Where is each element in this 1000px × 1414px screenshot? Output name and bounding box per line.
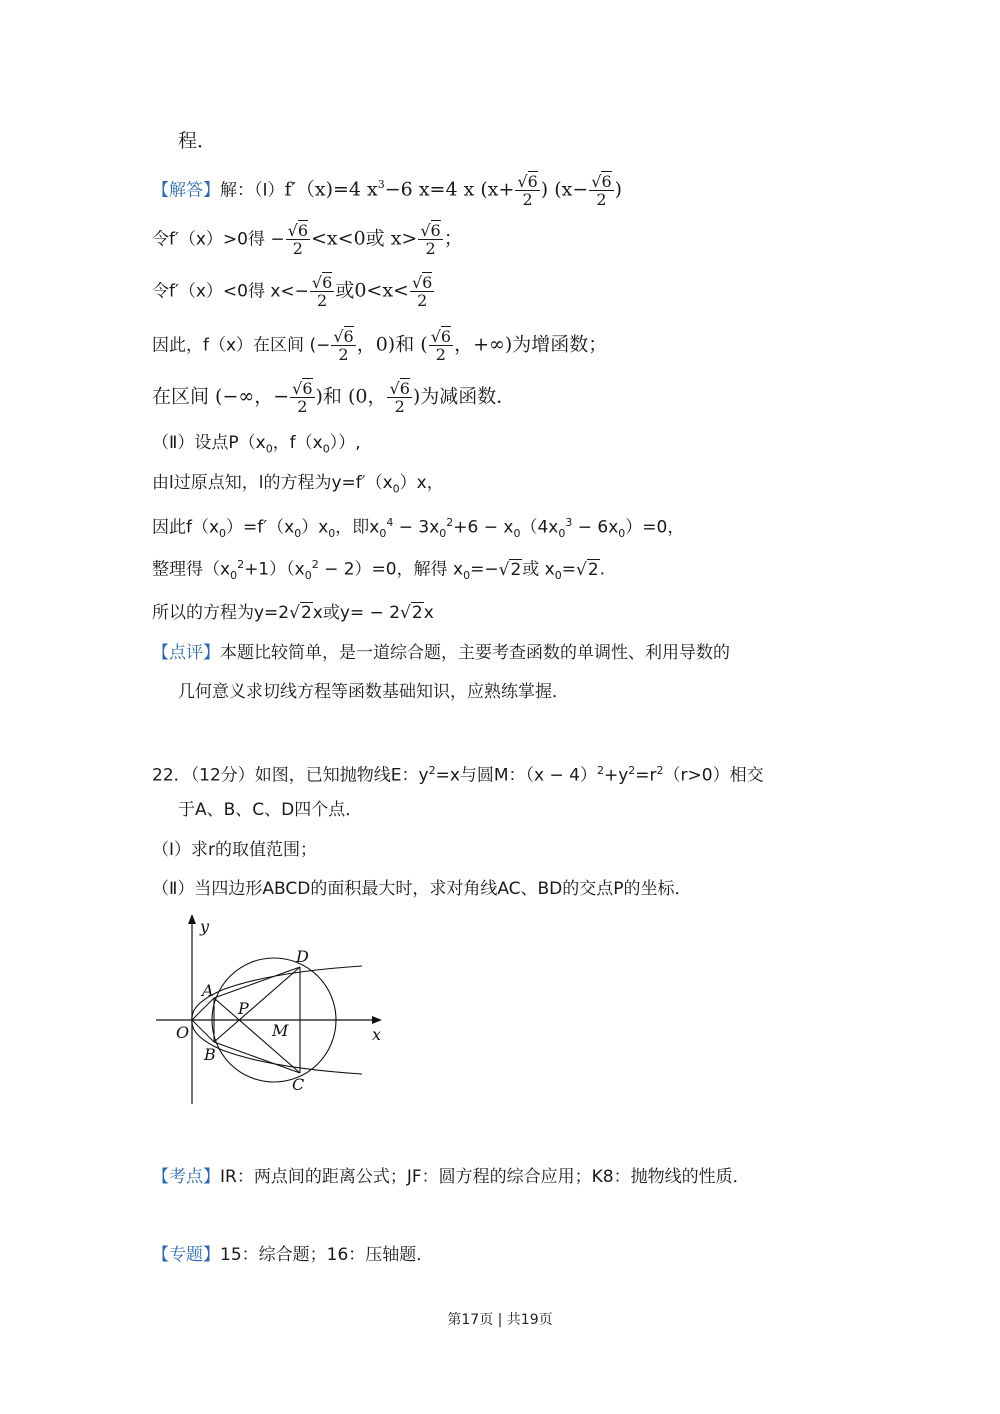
q22-text: +y — [603, 765, 629, 786]
inc-interval-c: ，+∞)为增函数； — [454, 333, 608, 356]
eq-text: ，即x — [335, 517, 380, 538]
fprime-expr: f′（x)=4 x — [284, 178, 378, 201]
subscript: 0 — [463, 569, 471, 583]
part2-point — [152, 430, 361, 462]
subscript: 0 — [328, 527, 336, 541]
eq-text: ）=f′（x — [226, 517, 295, 538]
fprime-expr: ) — [614, 178, 623, 201]
label-o: O — [176, 1023, 190, 1042]
kaodian-line — [152, 1164, 750, 1190]
exponent: 4 — [386, 516, 394, 529]
sol-text: =− — [470, 559, 499, 580]
inc-cond-text: 令f′（x）>0得 − — [152, 229, 285, 250]
subscript: 0 — [219, 527, 227, 541]
label-x: x — [372, 1025, 382, 1044]
eq-text: +6 − x — [453, 517, 514, 538]
label-m: M — [272, 1021, 289, 1040]
fraction: $\frac{√6}{2}$ — [420, 221, 441, 258]
q22-part2: （Ⅱ）当四边形ABCD的面积最大时，求对角线AC、BD的交点P的坐标． — [152, 879, 692, 899]
x-axis-arrow — [372, 1016, 382, 1024]
fraction: $\frac{√6}{2}$ — [287, 221, 309, 258]
tangent-text: ）x， — [399, 473, 444, 493]
inc-interval-a: 因此，f（x）在区间 (− — [152, 335, 331, 356]
eq-text: − 3x — [393, 517, 440, 538]
zhuanti-tag: 【专题】 — [152, 1245, 220, 1265]
q22-part1: （Ⅰ）求r的取值范围； — [152, 840, 318, 860]
fraction: $\frac{√6}{2}$ — [591, 171, 612, 209]
sol-text: 或 x — [522, 559, 555, 580]
side-ad — [214, 967, 300, 998]
inc-end-text: ； — [443, 227, 463, 250]
tangent-text: 由l过原点知，l的方程为y=f′（x — [152, 473, 393, 493]
subscript: 0 — [294, 527, 302, 541]
sol-text: . — [599, 559, 606, 580]
solution-tag: 【解答】 — [152, 180, 220, 201]
exponent: 2 — [311, 558, 319, 571]
page-footer: 第17页 | 共19页 — [447, 1312, 553, 1328]
q22-text: =x与圆M：（x − 4） — [435, 765, 597, 786]
eq-text: ）=0， — [625, 517, 685, 538]
sol-text: = — [561, 559, 576, 580]
zhuanti-text: 15：综合题；16：压轴题． — [220, 1245, 434, 1265]
solution-line-1 — [152, 172, 622, 208]
subscript: 0 — [558, 527, 566, 541]
continued-text: 程． — [178, 130, 217, 152]
dec-mid-text: 或0<x< — [335, 279, 409, 302]
concl-text: x或y= − 2 — [312, 603, 401, 623]
solution-intro: 解：（Ⅰ） — [220, 180, 285, 201]
subscript: 0 — [379, 527, 387, 541]
part2-text: ））, — [329, 433, 361, 453]
sol-text: − 2）=0，解得 x — [318, 559, 464, 580]
decreasing-interval — [152, 380, 515, 415]
label-d: D — [296, 947, 309, 966]
exponent: 2 — [446, 516, 454, 529]
fraction: $\frac{√6}{2}$ — [430, 327, 452, 364]
q22-text: （r>0）相交 — [663, 765, 764, 786]
fprime-expr: ) (x− — [540, 178, 589, 201]
label-b: B — [204, 1045, 216, 1064]
concl-text: 所以的方程为y=2 — [152, 603, 290, 623]
sqrt: √2 — [498, 559, 522, 580]
sol-text: +1）（x — [244, 559, 305, 580]
part2-text: （Ⅱ）设点P（x — [152, 433, 266, 453]
eq-text: ）x — [301, 517, 329, 538]
label-y: y — [200, 917, 210, 936]
zhuanti-line — [152, 1242, 433, 1268]
subscript: 0 — [439, 527, 447, 541]
exponent: 2 — [596, 764, 604, 777]
exponent: 2 — [656, 764, 664, 777]
exponent: 2 — [428, 764, 436, 777]
label-a: A — [202, 981, 214, 1000]
review-line-1 — [152, 640, 730, 666]
eq-text: （4x — [520, 517, 559, 538]
label-p: P — [238, 999, 249, 1018]
tangent-line — [152, 470, 444, 502]
fraction: $\frac{√6}{2}$ — [333, 327, 354, 364]
exponent: 2 — [628, 764, 636, 777]
inc-mid-text: <x<0或 x> — [311, 227, 418, 250]
label-c: C — [292, 1075, 305, 1094]
fraction: $\frac{√6}{2}$ — [389, 379, 410, 416]
kaodian-text: IR：两点间的距离公式；JF：圆方程的综合应用；K8：抛物线的性质． — [220, 1167, 750, 1187]
y-axis-arrow — [188, 914, 196, 924]
fraction: $\frac{√6}{2}$ — [411, 273, 433, 310]
dec-cond-text: 令f′（x）<0得 x<− — [152, 281, 309, 302]
kaodian-tag: 【考点】 — [152, 1167, 220, 1187]
dec-interval-c: )为减函数． — [412, 385, 516, 408]
subscript: 0 — [304, 569, 312, 583]
q22-line-2: 于A、B、C、D四个点． — [178, 800, 363, 820]
review-tag: 【点评】 — [152, 643, 220, 663]
q22-text: 22．（12分）如图，已知抛物线E：y — [152, 765, 429, 786]
decreasing-condition — [152, 274, 435, 309]
subscript: 0 — [392, 482, 400, 496]
eq-text: 因此f（x — [152, 517, 220, 538]
concl-text: x — [423, 603, 434, 623]
inc-interval-b: ，0)和 ( — [356, 333, 428, 356]
exponent: 2 — [237, 558, 245, 571]
increasing-condition — [152, 222, 463, 257]
review-line-2: 几何意义求切线方程等函数基础知识，应熟练掌握． — [178, 682, 569, 702]
parabola-circle-figure — [150, 912, 390, 1112]
fraction: $\frac{√6}{2}$ — [517, 171, 538, 209]
q22-text: =r — [635, 765, 657, 786]
subscript: 0 — [513, 527, 521, 541]
sqrt: √2 — [400, 603, 423, 623]
sqrt: √2 — [575, 559, 599, 580]
side-bc — [214, 1042, 300, 1073]
solve-line — [152, 552, 605, 589]
dec-interval-b: )和 (0， — [315, 385, 387, 408]
exponent: 3 — [377, 178, 385, 191]
eq-text: − 6x — [572, 517, 619, 538]
dec-interval-a: 在区间 (−∞，− — [152, 385, 290, 408]
subscript: 0 — [230, 569, 238, 583]
sol-text: 整理得（x — [152, 559, 231, 580]
subscript: 0 — [554, 569, 562, 583]
part2-text: ，f（x — [272, 433, 323, 453]
conclusion-line — [152, 600, 434, 626]
sqrt: √2 — [289, 603, 312, 623]
equation-line — [152, 510, 684, 547]
subscript: 0 — [618, 527, 626, 541]
increasing-interval — [152, 328, 607, 363]
subscript: 0 — [265, 442, 273, 456]
subscript: 0 — [322, 442, 330, 456]
fraction: $\frac{√6}{2}$ — [292, 379, 313, 416]
q22-line-1 — [152, 758, 764, 789]
exponent: 3 — [565, 516, 573, 529]
fprime-expr: −6 x=4 x (x+ — [384, 178, 515, 201]
review-text: 本题比较简单，是一道综合题，主要考查函数的单调性、利用导数的 — [220, 643, 730, 663]
fraction: $\frac{√6}{2}$ — [311, 273, 333, 310]
